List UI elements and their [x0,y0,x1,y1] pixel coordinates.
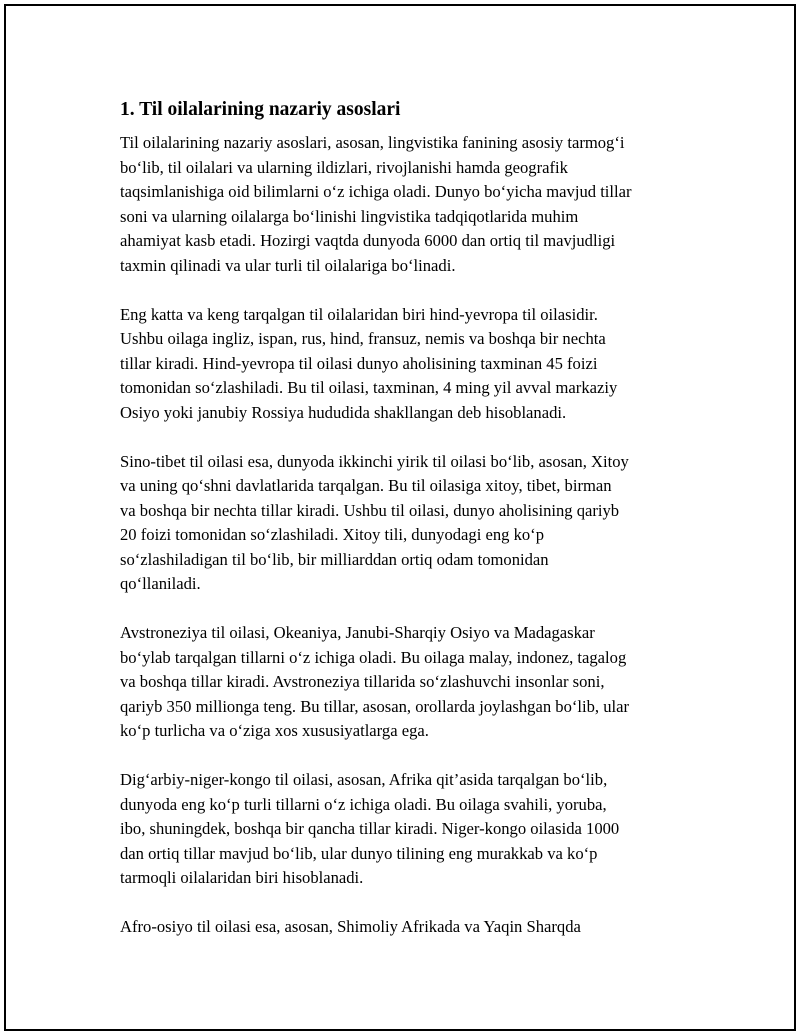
paragraph-niger-congo [120,768,700,891]
text-line: Ushbu oilaga ingliz, ispan, rus, hind, fransuz, nemis va boshqa bir nechta [120,329,606,348]
text-line: taxmin qilinadi va ular turli til oilalariga bo‘linadi. [120,255,456,275]
text-line: va uning qo‘shni davlatlarida tarqalgan. Bu til oilasiga xitoy, tibet, birman [120,476,612,495]
text-line: ahamiyat kasb etadi. Hozirgi vaqtda dunyoda 6000 dan ortiq til mavjudligi [120,231,616,250]
paragraph-sino-tibetan [120,450,700,597]
text-line: Dig‘arbiy-niger-kongo til oilasi, asosan, Afrika qit’asida tarqalgan bo‘lib, [120,770,608,789]
text-line: qo‘llaniladi. [120,574,201,593]
text-line: 20 foizi tomonidan so‘zlashiladi. Xitoy tili, dunyodagi eng ko‘p [120,525,544,544]
text-line: Sino-tibet til oilasi esa, dunyoda ikkinchi yirik til oilasi bo‘lib, asosan, Xitoy [120,451,629,471]
section-heading: 1. Til oilalarining nazariy asoslari [120,99,401,120]
text-line: Avstroneziya til oilasi, Okeaniya, Janubi-Sharqiy Osiyo va Madagaskar [120,623,595,642]
text-line: tillar kiradi. Hind-yevropa til oilasi dunyo aholisining taxminan 45 foizi [120,353,598,373]
text-line: bo‘lib, til oilalari va ularning ildizlari, rivojlanishi hamda geografik [120,157,568,177]
text-line: va boshqa bir nechta tillar kiradi. Ushbu til oilasi, dunyo aholisining qariyb [120,500,620,520]
text-line: dan ortiq tillar mavjud bo‘lib, ular dunyo tilining eng murakkab va ko‘p [120,843,598,863]
text-line: taqsimlanishiga oid bilimlarni o‘z ichiga oladi. Dunyo bo‘yicha mavjud tillar [120,182,632,201]
text-line: Afro-osiyo til oilasi esa, asosan, Shimoliy Afrikada va Yaqin Sharqda [120,917,581,936]
text-line: qariyb 350 millionga teng. Bu tillar, asosan, orollarda joylashgan bo‘lib, ular [120,696,630,716]
paragraph-afro-asiatic [120,915,700,940]
text-line: va boshqa tillar kiradi. Avstroneziya tillarida so‘zlashuvchi insonlar soni, [120,672,605,691]
text-line: tarmoqli oilalaridan biri hisoblanadi. [120,868,364,887]
text-line: Osiyo yoki janubiy Rossiya hududida shakllangan deb hisoblanadi. [120,402,567,422]
text-line: tomonidan so‘zlashiladi. Bu til oilasi, taxminan, 4 ming yil avval markaziy [120,378,618,397]
text-line: soni va ularning oilalarga bo‘linishi lingvistika tadqiqotlarida muhim [120,206,579,226]
text-line: Eng katta va keng tarqalgan til oilalaridan biri hind-yevropa til oilasidir. [120,304,598,324]
document-body [120,96,700,964]
paragraph-austronesian [120,621,700,744]
paragraph-indo-european [120,303,700,426]
text-line: dunyoda eng ko‘p turli tillarni o‘z ichiga oladi. Bu oilaga svahili, yoruba, [120,794,607,814]
text-line: Til oilalarining nazariy asoslari, asosan, lingvistika fanining asosiy tarmog‘i [120,133,625,152]
text-line: so‘zlashiladigan til bo‘lib, bir milliarddan ortiq odam tomonidan [120,549,549,569]
paragraph-theory [120,131,700,278]
text-line: bo‘ylab tarqalgan tillarni o‘z ichiga oladi. Bu oilaga malay, indonez, tagalog [120,647,627,667]
text-line: ko‘p turlicha va o‘ziga xos xususiyatlarga ega. [120,721,429,740]
text-line: ibo, shuningdek, boshqa bir qancha tillar kiradi. Niger-kongo oilasida 1000 [120,819,620,838]
page-frame [4,4,796,1031]
